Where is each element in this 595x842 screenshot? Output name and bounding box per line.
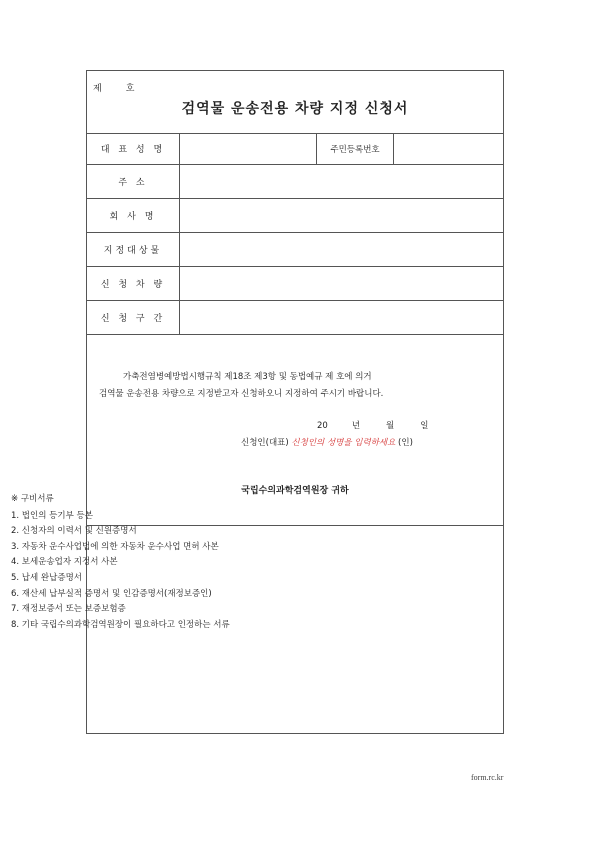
representative-field[interactable] bbox=[180, 133, 316, 164]
documents-heading: ※ 구비서류 bbox=[11, 494, 54, 504]
addressee: 국립수의과학검역원장 귀하 bbox=[241, 486, 349, 496]
application-form bbox=[86, 70, 504, 734]
resident-id-field[interactable] bbox=[394, 133, 504, 164]
row-address bbox=[87, 165, 503, 199]
doc-no-suffix: 호 bbox=[125, 84, 135, 94]
form-title: 검역물 운송전용 차량 지정 신청서 bbox=[181, 101, 409, 117]
vehicle-label: 신 청 차 량 bbox=[87, 267, 180, 300]
address-label: 주 소 bbox=[87, 165, 180, 198]
list-item: 8. 기타 국립수의과학검역원장이 필요하다고 인정하는 서류 bbox=[11, 619, 230, 630]
date-day: 일 bbox=[420, 421, 429, 431]
representative-label: 대 표 성 명 bbox=[87, 133, 180, 164]
row-company bbox=[87, 199, 503, 233]
date-year: 년 bbox=[351, 421, 361, 431]
applicant-line bbox=[241, 436, 413, 448]
application-paragraph bbox=[99, 369, 491, 403]
doc-no-prefix: 제 bbox=[93, 84, 102, 94]
list-item: 7. 재정보증서 또는 보증보험증 bbox=[11, 604, 126, 615]
list-item: 1. 법인의 등기부 등본 bbox=[11, 510, 93, 521]
list-item: 6. 재산세 납부실적 증명서 및 인감증명서(재정보증인) bbox=[11, 588, 212, 599]
date-month: 월 bbox=[386, 421, 395, 431]
row-section bbox=[87, 301, 503, 335]
resident-id-label: 주민등록번호 bbox=[316, 133, 394, 164]
seal-mark: (인) bbox=[398, 438, 413, 448]
applicant-name-input[interactable]: 신청인의 성명을 입력하세요 bbox=[291, 438, 396, 448]
designated-item-field[interactable] bbox=[180, 233, 503, 266]
list-item: 2. 신청자의 이력서 및 신원증명서 bbox=[11, 526, 137, 537]
applicant-label: 신청인(대표) bbox=[241, 438, 289, 448]
row-representative bbox=[87, 133, 503, 165]
form-header bbox=[87, 71, 503, 134]
row-vehicle bbox=[87, 267, 503, 301]
list-item: 5. 납세 완납증명서 bbox=[11, 572, 82, 583]
list-item: 4. 보세운송업자 지정서 사본 bbox=[11, 557, 118, 568]
list-item: 3. 자동차 운수사업법에 의한 자동차 운수사업 면허 사본 bbox=[11, 541, 219, 552]
company-field[interactable] bbox=[180, 199, 503, 232]
company-label: 회 사 명 bbox=[87, 199, 180, 232]
required-documents bbox=[11, 492, 230, 633]
section-field[interactable] bbox=[180, 301, 503, 334]
document-number bbox=[93, 81, 134, 94]
address-field[interactable] bbox=[180, 165, 503, 198]
date-prefix: 20 bbox=[317, 421, 328, 431]
designated-item-label: 지정대상물 bbox=[87, 233, 180, 266]
vehicle-field[interactable] bbox=[180, 267, 503, 300]
paragraph-line-2: 검역물 운송전용 차량으로 지정받고자 신청하오니 지정하여 주시기 바랍니다. bbox=[99, 389, 384, 399]
section-label: 신 청 구 간 bbox=[87, 301, 180, 334]
row-designated-item bbox=[87, 233, 503, 267]
application-date bbox=[317, 419, 428, 431]
paragraph-line-1: 가축전염병예방법시행규칙 제18조 제3항 및 동법예규 제 호에 의거 bbox=[123, 372, 372, 382]
footer-site: form.rc.kr bbox=[471, 773, 504, 782]
